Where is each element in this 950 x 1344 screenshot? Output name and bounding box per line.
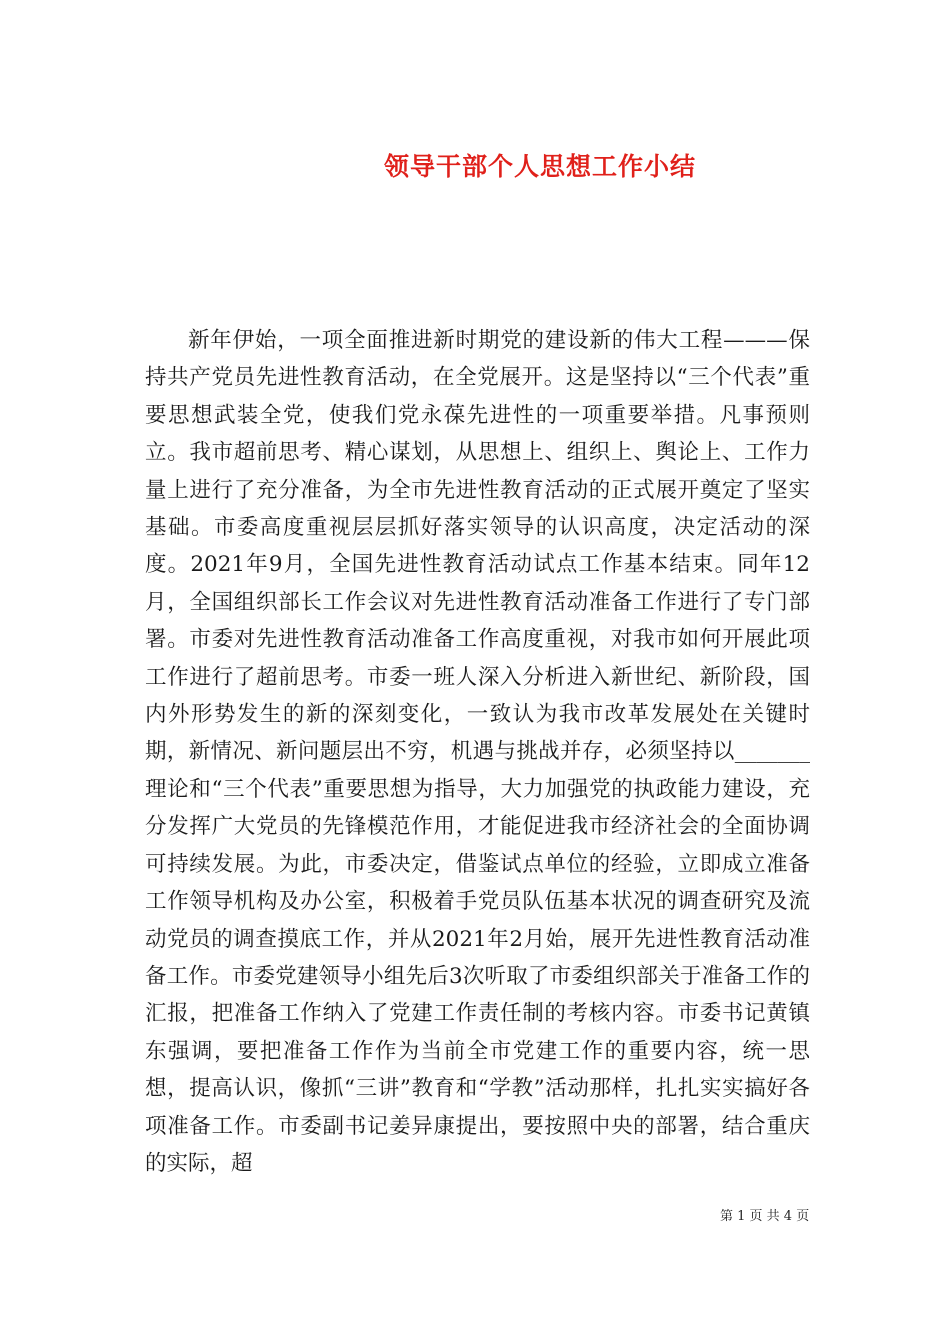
- document-title: 领导干部个人思想工作小结: [383, 151, 696, 181]
- body-paragraph: 新年伊始，一项全面推进新时期党的建设新的伟大工程———保持共产党员先进性教育活动，在全党展开。这是坚持以“三个代表”重要思想武装全党，使我们党永葆先进性的一项重要举措。凡事预则立。我市超前思考、精心谋划，从思想上、组织上、舆论上、工作力量上进行了充分准备，为全市先进性教育活动的正式展开奠定了坚实基础。市委高度重视层层抓好落实领导的认识高度，决定活动的深度。2021年9月，全国先进性教育活动试点工作基本结束。同年12月，全国组织部长工作会议对先进性教育活动准备工作进行了专门部署。市委对先进性教育活动准备工作高度重视，对我市如何开展此项工作进行了超前思考。市委一班人深入分析进入新世纪、新阶段，国内外形势发生的新的深刻变化，一致认为我市改革发展处在关键时期，新情况、新问题层出不穷，机遇与挑战并存，必须坚持以_______理论和“三个代表”重要思想为指导，大力加强党的执政能力建设，充分发挥广大党员的先锋模范作用，才能促进我市经济社会的全面协调可持续发展。为此，市委决定，借鉴试点单位的经验，立即成立准备工作领导机构及办公室，积极着手党员队伍基本状况的调查研究及流动党员的调查摸底工作，并从2021年2月始，展开先进性教育活动准备工作。市委党建领导小组先后3次听取了市委组织部关于准备工作的汇报，把准备工作纳入了党建工作责任制的考核内容。市委书记黄镇东强调，要把准备工作作为当前全市党建工作的重要内容，统一思想，提高认识，像抓“三讲”教育和“学教”活动那样，扎扎实实搞好各项准备工作。市委副书记姜异康提出，要按照中央的部署，结合重庆的实际，超: [145, 328, 810, 1176]
- page-footer: 第 1 页 共 4 页: [720, 1209, 810, 1224]
